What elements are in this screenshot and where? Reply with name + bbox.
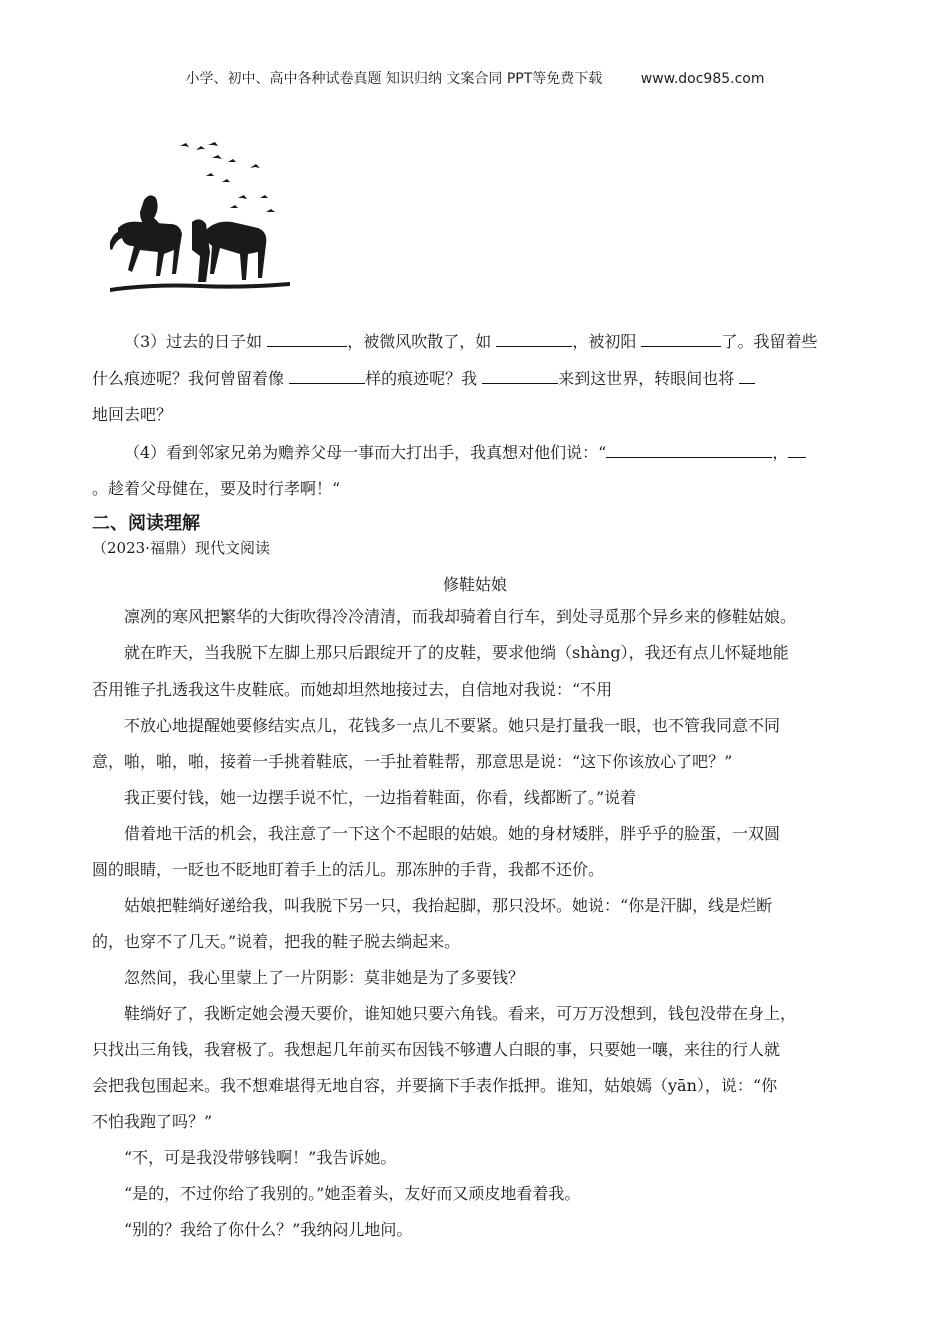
paragraph-line: 否用锥子扎透我这牛皮鞋底。而她却坦然地接过去，自信地对我说：“不用 [92,680,613,699]
q3-blank-1[interactable] [267,330,347,347]
paragraph-line: 借着地干活的机会，我注意了一下这个不起眼的姑娘。她的身材矮胖，胖乎乎的脸蛋，一双圆 [124,824,781,843]
paragraph-line: 不放心地提醒她要修结实点儿，花钱多一点儿不要紧。她只是打量我一眼，也不管我同意不同 [124,716,781,735]
page-header [0,68,950,88]
paragraph-line: 的，也穿不了几天。”说着，把我的鞋子脱去绱起来。 [92,932,461,951]
q3-line-1: （3）过去的日子如 ，被微风吹散了，如 ，被初阳 了。我留着些 [124,332,818,351]
header-text: 小学、初中、高中各种试卷真题 知识归纳 文案合同 PPT等免费下载 [185,71,603,87]
paragraph-line: 忽然间，我心里蒙上了一片阴影：莫非她是为了多要钱？ [124,968,525,987]
q3-blank-4[interactable] [289,367,365,384]
q3-line-2: 什么痕迹呢？我何曾留着像 样的痕迹呢？我 来到这世界，转眼间也将 [92,367,862,390]
paragraph-line: 意，啪，啪，啪，接着一手挑着鞋底，一手扯着鞋帮，那意思是说：“这下你该放心了吧？” [92,752,733,771]
paragraph-line: 不怕我跑了吗？” [92,1112,213,1131]
paragraph-line: “是的，不过你给了我别的。”她歪着头，友好而又顽皮地看着我。 [124,1184,581,1203]
q3-blank-5[interactable] [482,367,558,384]
q4-blank-1[interactable] [606,441,772,458]
q4-line-1: （4）看到邻家兄弟为赡养父母一事而大打出手，我真想对他们说：“ ， [124,441,894,464]
paragraph-line: 圆的眼睛，一眨也不眨地盯着手上的活儿。那冻肿的手背，我都不还价。 [92,860,605,879]
paragraph-line: 我正要付钱，她一边摆手说不忙，一边指着鞋面，你看，线都断了。”说着 [124,788,637,807]
q4-line-2: 。趁着父母健在，要及时行孝啊！“ [92,479,341,498]
paragraph-line: 只找出三角钱，我窘极了。我想起几年前买布因钱不够遭人白眼的事，只要她一嚷，来往的行人就 [92,1040,781,1059]
section-title: 二、阅读理解 [92,513,200,534]
q4-blank-2[interactable] [788,441,806,458]
q3-blank-2[interactable] [496,330,572,347]
q3-blank-6[interactable] [739,367,755,384]
paragraph-line: 会把我包围起来。我不想难堪得无地自容，并要摘下手表作抵押。谁知，姑娘嫣（yān），说：“你 [92,1076,778,1095]
source-label: （2023·福鼎）现代文阅读 [92,539,270,557]
paragraph-line: 姑娘把鞋绱好递给我，叫我脱下另一只，我抬起脚，那只没坏。她说：“你是汗脚，线是烂断 [124,896,773,915]
paragraph-line: “不，可是我没带够钱啊！”我告诉她。 [124,1148,397,1167]
q3-blank-3[interactable] [641,330,721,347]
paragraph-line: “别的？我给了你什么？”我纳闷儿地问。 [124,1220,413,1239]
q3-line-3: 地回去吧？ [92,405,173,424]
horse-rider-birds-illustration [110,138,302,294]
paragraph-line: 凛冽的寒风把繁华的大街吹得冷冷清清，而我却骑着自行车，到处寻觅那个异乡来的修鞋姑娘。 [124,607,797,626]
paragraph-line: 就在昨天，当我脱下左脚上那只后跟绽开了的皮鞋，要求他绱（shàng），我还有点儿怀疑地能 [124,643,789,662]
header-site-link[interactable]: www.doc985.com [640,71,765,87]
paragraph-line: 鞋绱好了，我断定她会漫天要价，谁知她只要六角钱。看来，可万万没想到，钱包没带在身上， [124,1004,797,1023]
article-title: 修鞋姑娘 [442,575,507,594]
